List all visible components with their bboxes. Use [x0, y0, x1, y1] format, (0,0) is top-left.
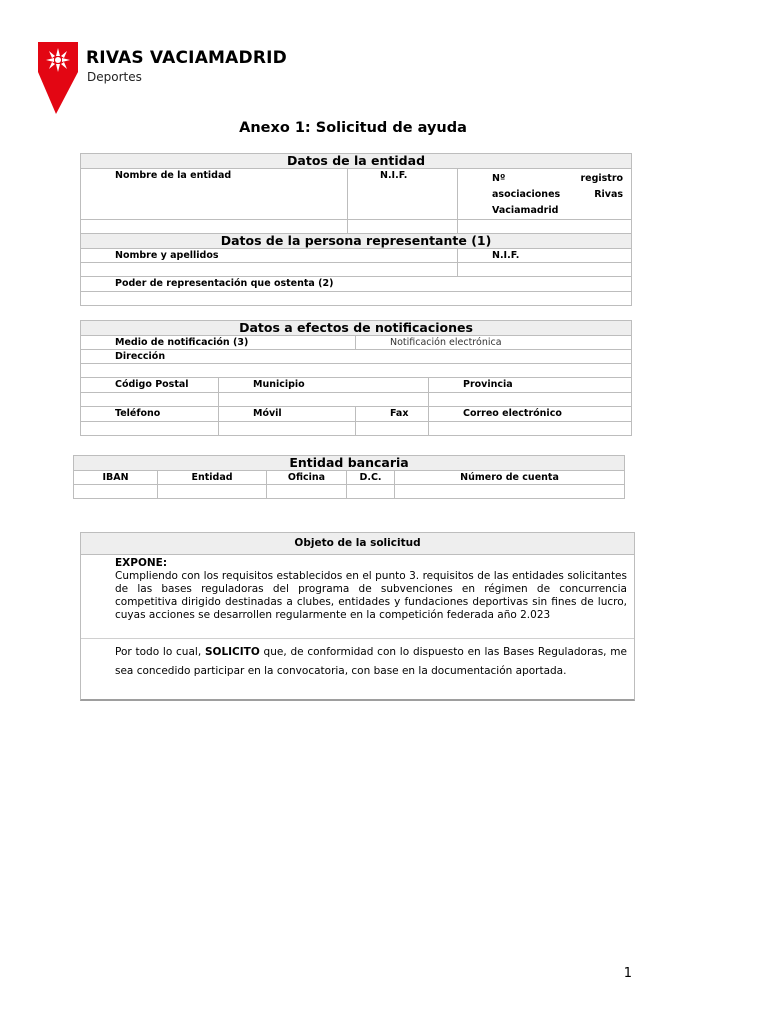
entidad-representante-table: [80, 153, 632, 306]
correo-input[interactable]: [429, 422, 632, 436]
entidad-bancaria-label: Entidad: [191, 472, 233, 483]
poder-input[interactable]: [81, 292, 632, 306]
bancaria-section-header: Entidad bancaria: [74, 456, 625, 471]
objeto-section-header: Objeto de la solicitud: [81, 533, 634, 555]
telefono-label: Teléfono: [115, 408, 161, 419]
medio-notificacion-value[interactable]: Notificación electrónica: [390, 337, 502, 348]
nombre-entidad-label: Nombre de la entidad: [115, 170, 232, 181]
movil-label: Móvil: [253, 408, 282, 419]
iban-label: IBAN: [102, 472, 129, 483]
page-number: 1: [623, 966, 632, 981]
codigo-postal-input[interactable]: [81, 393, 219, 407]
representante-nif-label: N.I.F.: [492, 250, 520, 261]
entidad-bancaria-input[interactable]: [158, 485, 267, 499]
nombre-apellidos-label: Nombre y apellidos: [115, 250, 219, 261]
municipio-label: Municipio: [253, 379, 305, 390]
objeto-solicitud-box: [80, 532, 635, 701]
registro-label: Nº registro asociaciones Rivas Vaciamadrid: [458, 169, 632, 220]
entidad-nif-input[interactable]: [348, 220, 458, 234]
solicito-keyword: SOLICITO: [204, 646, 260, 658]
numero-cuenta-input[interactable]: [395, 485, 625, 499]
representante-section-header: Datos de la persona representante (1): [81, 234, 632, 249]
brand-subtitle: Deportes: [87, 70, 142, 84]
municipio-input[interactable]: [219, 393, 429, 407]
expone-block: [115, 557, 627, 622]
provincia-label: Provincia: [463, 379, 513, 390]
codigo-postal-label: Código Postal: [115, 379, 189, 390]
registro-input[interactable]: [458, 220, 632, 234]
dc-input[interactable]: [347, 485, 395, 499]
provincia-input[interactable]: [429, 393, 632, 407]
numero-cuenta-label: Número de cuenta: [460, 472, 559, 483]
correo-label: Correo electrónico: [463, 408, 562, 419]
poder-label: Poder de representación que ostenta (2): [115, 278, 334, 289]
fax-label: Fax: [390, 408, 409, 419]
oficina-input[interactable]: [267, 485, 347, 499]
rivas-logo-icon: [38, 42, 78, 114]
nombre-apellidos-input[interactable]: [81, 263, 458, 277]
document-title: Anexo 1: Solicitud de ayuda: [239, 120, 467, 136]
medio-notificacion-label: Medio de notificación (3): [115, 337, 249, 348]
brand-name: RIVAS VACIAMADRID: [86, 48, 287, 68]
representante-nif-input[interactable]: [458, 263, 632, 277]
entidad-nif-label: N.I.F.: [380, 170, 408, 181]
notificaciones-section-header: Datos a efectos de notificaciones: [81, 321, 632, 336]
fax-input[interactable]: [356, 422, 429, 436]
dc-label: D.C.: [359, 472, 382, 483]
divider: [81, 638, 634, 639]
expone-label: EXPONE:: [115, 557, 168, 569]
direccion-input[interactable]: [81, 364, 632, 378]
expone-text: Cumpliendo con los requisitos establecidos en el punto 3. requisitos de las entidades solicitantes de las bases reguladoras del programa de subvenciones en régimen de concurrencia competitiva dirigido destinadas a clubes, entidades y fundaciones deportivas sin fines de lucro, cuyas acciones se desarrollen regularmente en la competición federada año 2.023: [115, 570, 627, 621]
telefono-input[interactable]: [81, 422, 219, 436]
iban-input[interactable]: [74, 485, 158, 499]
oficina-label: Oficina: [287, 472, 326, 483]
solicito-paragraph: Por todo lo cual, SOLICITO que, de conformidad con lo dispuesto en las Bases Reguladoras, me sea concedido participar en la convocatoria, con base en la documentación aportada.: [115, 646, 627, 677]
bancaria-table: [73, 455, 625, 499]
entidad-section-header: Datos de la entidad: [81, 154, 632, 169]
notificaciones-table: [80, 320, 632, 436]
movil-input[interactable]: [219, 422, 356, 436]
direccion-label: Dirección: [115, 351, 166, 362]
nombre-entidad-input[interactable]: [81, 220, 348, 234]
